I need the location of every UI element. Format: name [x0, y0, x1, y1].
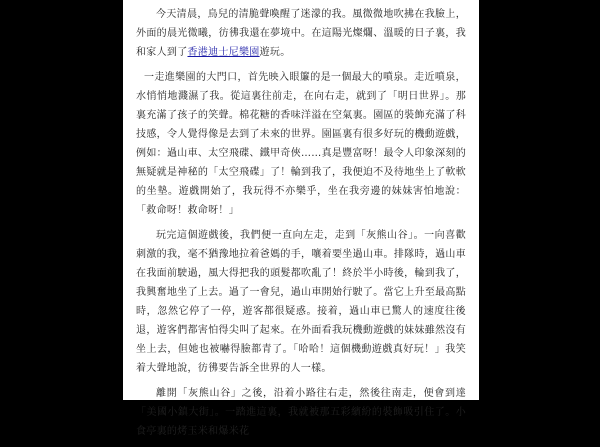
- hk-disneyland-link[interactable]: 香港迪士尼樂園: [187, 47, 260, 58]
- paragraph-4: 離開「灰熊山谷」之後，沿着小路往右走，然後往南走，便會到達「美國小鎮大街」。一踏進這裏，我就被那五彩繽紛的裝飾吸引住了。小食亭裏的烤玉米和爆米花: [136, 388, 466, 437]
- paragraph-3: 玩完這個遊戲後，我們便一直向左走，走到「灰熊山谷」。一向喜歡刺激的我，毫不猶豫地拉着爸媽的手，嚷着要坐過山車。排隊時，過山車在我面前駛過，風大得把我的頭髮都吹亂了！終於半小時後，輪到我了，我興奮地坐了上去。過了一會兒，過山車開始行駛了。當它上升至最高點時，忽然它停了一停，遊客都很疑惑。接着，過山車已驚人的速度往後退，遊客們都害怕得尖叫了起來。在外面看我玩機動遊戲的妹妹雖然沒有坐上去，但她也被嚇得臉都青了。「哈哈！這個機動遊戲真好玩！」我笑着大聲地說，彷彿要告訴全世界的人一樣。: [136, 230, 466, 374]
- paragraph-1-text-before: 今天清晨，鳥兒的清脆聲喚醒了迷濛的我。風微微地吹拂在我臉上，外面的晨光微曦，彷彿我還在夢境中。在這陽光燦爛、溫暖的日子裏，我和家人到了: [136, 9, 466, 58]
- paragraph-1-text-after: 遊玩。: [259, 47, 291, 58]
- paragraph-2: 一走進樂園的大門口，首先映入眼簾的是一個最大的噴泉。走近噴泉，水悄悄地濺濕了我。從這裏往前走，在向右走，就到了「明日世界」。那裏充滿了孩子的笑聲。棉花糖的香味洋溢在空氣裏。園區的裝飾充滿了科技感，令人覺得像是去到了未來的世界。園區裏有很多好玩的機動遊戲，例如：過山車、太空飛碟、鐵甲奇俠……真是豐富呀！最令人印象深刻的無疑就是神秘的「太空飛碟」了！輪到我了，我便迫不及待地坐上了軟軟的坐墊。遊戲開始了，我玩得不亦樂乎，坐在我旁邊的妹妹害怕地說：「救命呀！救命呀！」: [136, 72, 466, 216]
- document-page: [123, 0, 479, 437]
- essay-body: [136, 5, 466, 447]
- paragraph-1: [136, 5, 466, 62]
